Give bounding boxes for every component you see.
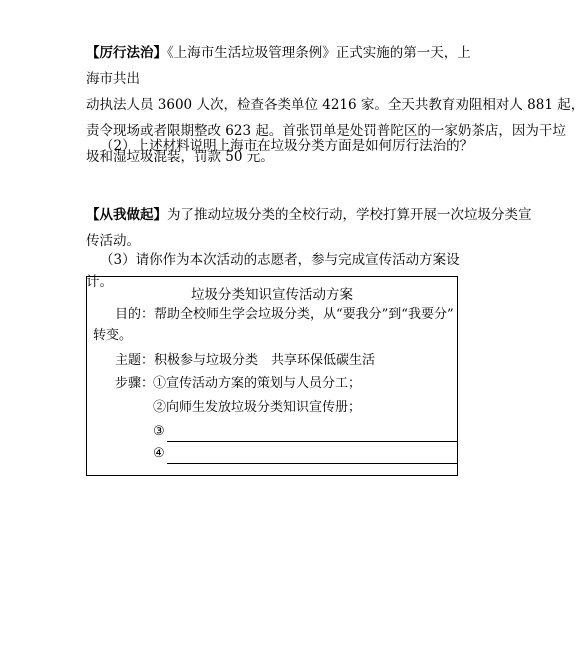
step-4-blank[interactable] <box>167 449 457 464</box>
material-start-with-me <box>86 202 532 254</box>
plan-title: 垃圾分类知识宣传活动方案 <box>191 287 353 303</box>
question-2 <box>86 135 481 157</box>
material-tag-start: 【从我做起】 <box>86 207 167 223</box>
activity-plan-box <box>86 276 458 476</box>
material-line: 《上海市生活垃圾管理条例》正式实施的第一天，上海市共出 <box>86 45 471 87</box>
material-line: 传活动。 <box>86 233 140 249</box>
plan-purpose: 目的：帮助全校师生学会垃圾分类，从“要我分”到“我要分” <box>115 307 454 322</box>
material-tag-legal: 【厉行法治】 <box>86 45 167 61</box>
material-line: 为了推动垃圾分类的全校行动，学校打算开展一次垃圾分类宣 <box>167 207 532 223</box>
plan-step-4 <box>153 444 457 464</box>
plan-step-2: ②向师生发放垃圾分类知识宣传册； <box>153 400 362 415</box>
question-2-text: （2）上述材料说明上海市在垃圾分类方面是如何厉行法治的？ <box>100 138 474 154</box>
plan-purpose-cont: 转变。 <box>93 328 133 343</box>
plan-step-1: ①宣传活动方案的策划与人员分工； <box>153 376 362 391</box>
step-4-number: ④ <box>153 446 165 461</box>
step-3-blank[interactable] <box>167 427 457 442</box>
material-line: 责令现场或者限期整改 623 起。首张罚单是处罚普陀区的一家奶茶店，因为干垃 <box>86 123 566 139</box>
question-3-text: （3）请你作为本次活动的志愿者，参与完成宣传活动方案设计。 <box>86 252 460 290</box>
plan-theme: 主题：积极参与垃圾分类 共享环保低碳生活 <box>115 353 376 368</box>
material-line: 动执法人员 3600 人次，检查各类单位 4216 家。全天共教育劝阻相对人 881 起， <box>86 97 584 113</box>
plan-step-3 <box>153 422 457 442</box>
step-3-number: ③ <box>153 424 165 439</box>
plan-steps-label: 步骤： <box>115 376 155 391</box>
material-line: 圾和湿垃圾混装，罚款 50 元。 <box>86 149 274 165</box>
